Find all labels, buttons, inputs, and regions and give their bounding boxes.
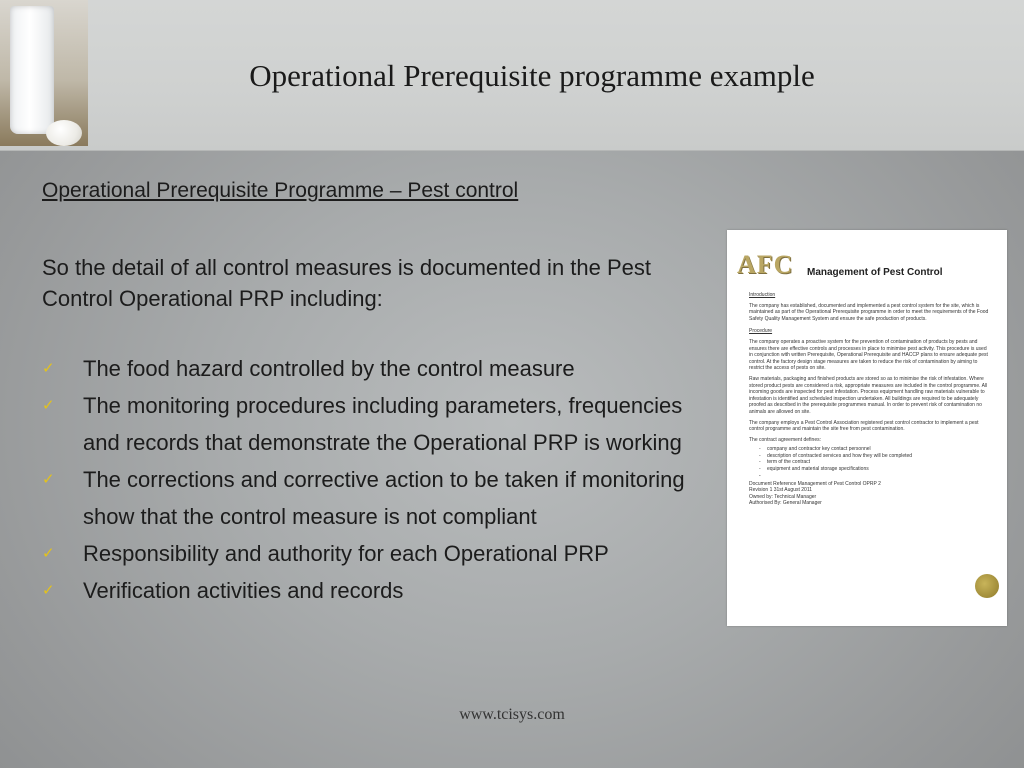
meta-line: Revision 1 31st August 2011 (749, 487, 813, 494)
meta-line: Document Reference Management of Pest Control OPRP 2 (749, 480, 881, 487)
document-paragraph: Raw materials, packaging and finished products are stored so as to minimise the risk of infestation. Where stored product pests are considered a risk, appropriate measures are included in the control programme. All incoming goods are inspected for pest infestation. Process equipment handling raw materials vulnerable to infestation is identified and scheduled inspection undertaken. All buildings are required to be adequately proofed as described in the prerequisite programmes manual. In order to prevent risk of contamination no animals are allowed on site. (749, 375, 988, 415)
document-body (749, 286, 989, 507)
egg-shape (46, 120, 82, 146)
seal-icon (975, 574, 999, 598)
checkmark-icon: ✓ (42, 582, 55, 599)
checkmark-icon: ✓ (42, 397, 55, 414)
bullet-text: The corrections and corrective action to be taken if monitoring show that the control measure is not compliant (83, 467, 685, 529)
document-paragraph: The company has established, documented and implemented a pest control system for the site, which is maintained as part of the Operational Prerequisite programme in order to meet the requirements of the Food Safety Quality Management System and ensure the safe production of products. (749, 302, 989, 322)
bullet-item (42, 535, 712, 572)
contract-item: - description of contracted services and how they will be completed (767, 453, 989, 460)
contract-item: - equipment and material storage specifications (767, 466, 989, 473)
intro-text: So the detail of all control measures is documented in the Pest Control Operational PRP including: (42, 255, 652, 311)
meta-line: Authorised By: General Manager (749, 500, 822, 507)
bullet-list (42, 350, 712, 609)
slide-subtitle: Operational Prerequisite Programme – Pest control (42, 179, 519, 202)
contract-item: - term of the contract (767, 459, 989, 466)
contract-list (749, 446, 989, 472)
glass-shape (10, 6, 54, 134)
document-heading: Introduction (749, 292, 776, 298)
bullet-text: The monitoring procedures including parameters, frequencies and records that demonstrate the Operational PRP is working (83, 393, 683, 455)
milk-glass-photo (0, 0, 88, 146)
bullet-text: Verification activities and records (83, 578, 404, 603)
slide-title: Operational Prerequisite programme example (249, 58, 815, 93)
document-meta (749, 481, 989, 507)
checkmark-icon: ✓ (42, 471, 55, 488)
pest-control-document-image (727, 230, 1007, 626)
document-paragraph: The company operates a proactive system for the prevention of contamination of products by pests and ensures there are effective controls and processes in place to minimise pest activity. This procedure is used in conjunction with written Prerequisite, Operational Prerequisite and HACCP plans to ensure adequate pest control. At the factory design stage measures are taken to reduce the risk of contamination by aiming to restrict the access of pests on site. (749, 338, 988, 372)
footer-url: www.tcisys.com (459, 706, 565, 723)
meta-line: Owned by: Technical Manager (749, 493, 817, 500)
document-title: Management of Pest Control (807, 267, 943, 278)
contract-item: - company and contractor key contact personnel (767, 446, 989, 453)
checkmark-icon: ✓ (42, 545, 55, 562)
bullet-item (42, 461, 712, 535)
checkmark-icon: ✓ (42, 360, 55, 377)
bullet-item (42, 350, 712, 387)
document-heading: Procedure (749, 328, 773, 335)
bullet-item (42, 387, 712, 461)
bullet-text: The food hazard controlled by the control measure (83, 356, 575, 381)
document-paragraph: The company employs a Pest Control Association registered pest control contractor to implement a pest control programme and maintain the site free from pest contamination. (749, 419, 979, 433)
bullet-item (42, 572, 712, 609)
bullet-text: Responsibility and authority for each Operational PRP (83, 541, 609, 566)
document-paragraph: The contract agreement defines: (749, 436, 821, 443)
afc-logo: AFC (737, 250, 794, 279)
